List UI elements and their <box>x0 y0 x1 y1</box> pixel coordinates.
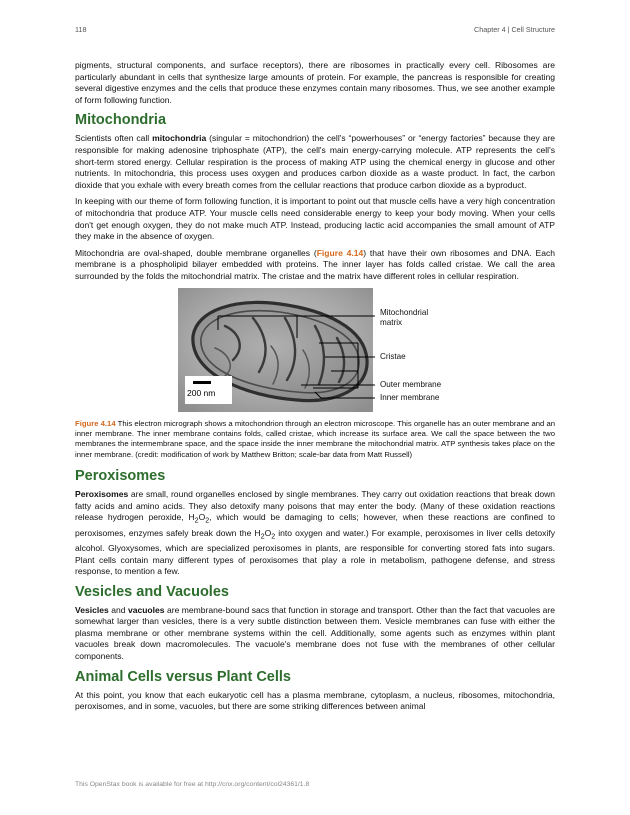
running-header <box>75 25 555 34</box>
heading-mitochondria: Mitochondria <box>75 112 167 129</box>
heading-animal-vs-plant: Animal Cells versus Plant Cells <box>75 668 291 685</box>
caption-label: Figure 4.14 <box>75 418 116 428</box>
term-vacuoles: vacuoles <box>127 604 165 615</box>
label-mitochondrial-matrix: Mitochondrial matrix <box>380 307 429 327</box>
scale-bar-label: 200 nm <box>187 387 216 398</box>
label-inner-membrane: Inner membrane <box>380 392 440 402</box>
intro-paragraph: pigments, structural components, and surface receptors), there are ribosomes in practically every cell. Ribosomes are particularly abundant in cells that synthesize large amounts of protein. For example, the pancreas is responsible for creating several digestive enzymes and the cells that produce these enzymes contain many ribosomes. Thus, we see another example of form following function. <box>75 60 555 105</box>
label-outer-membrane: Outer membrane <box>380 379 442 389</box>
page-footer: This OpenStax book is available for free at http://cnx.org/content/col24361/1.8 <box>75 781 310 788</box>
mitochondrion-micrograph <box>75 288 555 412</box>
animal-paragraph: At this point, you know that each eukaryotic cell has a plasma membrane, cytoplasm, a nucleus, ribosomes, mitochondria, peroxisomes, and in some, vacuoles, but there are some striking differences between animal <box>75 689 555 712</box>
mito-paragraph-1: Scientists often call mitochondria (singular = mitochondrion) the cell's “powerhouses” or “energy factories” because they are responsible for making adenosine triphosphate (ATP), the cell's main energy-carrying molecule. ATP represents the cell's short-term stored energy. Cellular respiration is the process of making ATP using the chemical energy in glucose and other nutrients. In mitochondria, this process uses oxygen and produces carbon dioxide as a waste product. In fact, the carbon dioxide that you exhale with every breath comes from the cellular reactions that produce carbon dioxide as a byproduct. <box>75 133 555 190</box>
heading-vesicles-vacuoles: Vesicles and Vacuoles <box>75 583 229 600</box>
scale-bar <box>193 381 211 384</box>
main-content <box>75 60 555 718</box>
page-number: 118 <box>75 25 87 34</box>
term-mitochondria: mitochondria <box>152 133 207 144</box>
mito-paragraph-2: In keeping with our theme of form following function, it is important to point out that muscle cells have a very high concentration of mitochondria that produce ATP. Your muscle cells need considerable energy to keep your body moving. When your cells don't get enough oxygen, they do not make much ATP. Instead, producing lactic acid accompanies the small amount of ATP they make in the absence of oxygen. <box>75 196 555 242</box>
figure-4-14 <box>75 288 555 412</box>
heading-peroxisomes: Peroxisomes <box>75 468 166 485</box>
chapter-title: Chapter 4 | Cell Structure <box>474 25 555 34</box>
term-vesicles: Vesicles <box>75 604 109 615</box>
figure-link[interactable]: Figure 4.14 <box>316 247 364 258</box>
term-peroxisomes: Peroxisomes <box>75 489 129 500</box>
vesicles-paragraph: Vesicles and vacuoles are membrane-bound sacs that function in storage and transport. Other than the fact that vacuoles are somewhat larger than vesicles, there is a very subtle distinction between them. Vesicle membranes can fuse with either the plasma membrane or other membrane systems within the cell. Additionally, some agents such as enzymes within plant vacuoles break down macromolecules. The vacuole's membrane does not fuse with the membranes of other cellular components. <box>75 604 556 662</box>
figure-caption: Figure 4.14 This electron micrograph shows a mitochondrion through an electron microscope. This organelle has an outer membrane and an inner membrane. The inner membrane contains folds, called cristae, which increase its surface area. We call the space between the two membranes the intermembrane space, and the space inside the inner membrane the mitochondrial matrix. ATP synthesis takes place on the inner membrane. (credit: modification of work by Matthew Britton; scale-bar data from Matt Russell) <box>75 418 556 459</box>
perox-paragraph: Peroxisomes are small, round organelles enclosed by single membranes. They carry out oxidation reactions that break down fatty acids and amino acids. They also detoxify many poisons that may enter the body. (Many of these oxidation reactions release hydrogen peroxide, $H_2O_2$, which would be damaging to cells; however, when these reactions are confined to peroxisomes, enzymes safely break down the $H_2O_2$ into oxygen and water.) For example, peroxisomes in liver cells detoxify alcohol. Glyoxysomes, which are specialized peroxisomes in plants, are responsible for converting stored fats into sugars. Plant cells contain many different types of peroxisomes that play a role in metabolism, pathogene defense, and stress response, to mention a few. <box>75 489 555 577</box>
label-cristae: Cristae <box>380 351 406 361</box>
mito-paragraph-3: Mitochondria are oval-shaped, double membrane organelles (Figure 4.14) that have their own ribosomes and DNA. Each membrane is a phospholipid bilayer embedded with proteins. The inner layer has folds called cristae. We call the area surrounded by the folds the mitochondrial matrix. The cristae and the matrix have different roles in cellular respiration. <box>75 247 555 281</box>
